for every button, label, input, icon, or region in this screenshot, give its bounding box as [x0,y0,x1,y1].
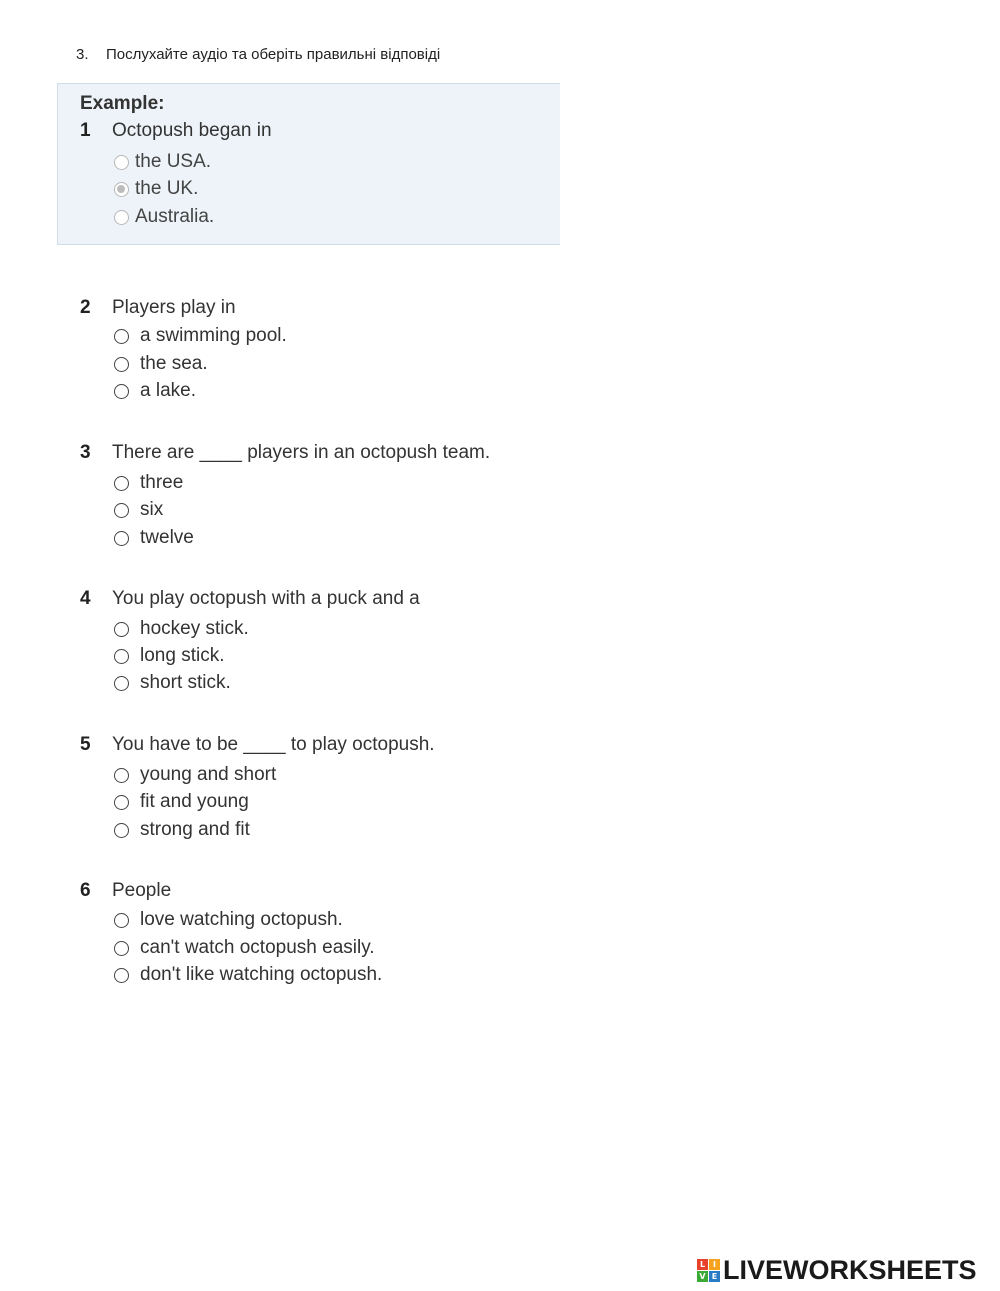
question-text: You play octopush with a puck and a [112,588,420,609]
question-4-option-3[interactable] [114,672,231,694]
example-option-2 [114,178,198,200]
question-3 [80,442,490,464]
question-2-option-3[interactable] [114,380,196,402]
example-option-1 [114,151,211,173]
question-number: 6 [80,880,91,901]
question-4-option-1[interactable] [114,618,249,640]
radio-button[interactable] [114,941,129,956]
option-label: six [140,499,164,520]
question-2 [80,297,236,319]
question-5-option-1[interactable] [114,764,276,786]
logo-tile-i: I [709,1259,720,1270]
option-label: Australia. [135,206,215,227]
question-5-option-3[interactable] [114,819,250,841]
option-label: hockey stick. [140,618,249,639]
option-label: twelve [140,527,194,548]
question-2-option-2[interactable] [114,353,208,375]
question-text: There are ____ players in an octopush team. [112,442,491,463]
question-text: People [112,880,172,901]
question-5 [80,734,435,756]
question-3-option-3[interactable] [114,527,194,549]
question-number: 1 [80,120,91,141]
task-instruction-text: Послухайте аудіо та оберіть правильні відповіді [106,46,441,63]
option-label: don't like watching octopush. [140,964,383,985]
question-number: 4 [80,588,91,609]
question-text: Octopush began in [112,120,272,141]
radio-button[interactable] [114,676,129,691]
radio-button[interactable] [114,384,129,399]
radio-button [114,155,129,170]
task-number: 3. [76,46,89,63]
radio-button[interactable] [114,823,129,838]
logo-tile-e: E [709,1271,720,1282]
example-option-3 [114,206,214,228]
question-number: 2 [80,297,91,318]
option-label: fit and young [140,791,249,812]
option-label: the USA. [135,151,212,172]
question-text: Players play in [112,297,236,318]
question-4-option-2[interactable] [114,645,224,667]
liveworksheets-logo [697,1255,977,1286]
option-label: love watching octopush. [140,909,343,930]
question-6 [80,880,171,902]
example-question [80,120,272,142]
radio-button[interactable] [114,968,129,983]
logo-text: LIVEWORKSHEETS [723,1255,977,1285]
option-label: young and short [140,764,277,785]
option-label: a swimming pool. [140,325,287,346]
question-number: 3 [80,442,91,463]
question-3-option-1[interactable] [114,472,183,494]
question-6-option-2[interactable] [114,937,375,959]
radio-button[interactable] [114,476,129,491]
radio-button[interactable] [114,329,129,344]
logo-tile-l: L [697,1259,708,1270]
radio-button-selected [114,182,129,197]
radio-button[interactable] [114,913,129,928]
radio-button[interactable] [114,795,129,810]
option-label: the UK. [135,178,199,199]
option-label: strong and fit [140,819,250,840]
question-number: 5 [80,734,91,755]
question-3-option-2[interactable] [114,499,163,521]
option-label: short stick. [140,672,231,693]
radio-button[interactable] [114,768,129,783]
option-label: a lake. [140,380,196,401]
radio-button[interactable] [114,531,129,546]
logo-icon [697,1259,720,1282]
question-6-option-1[interactable] [114,909,343,931]
question-4 [80,588,420,610]
question-6-option-3[interactable] [114,964,382,986]
example-label: Example: [80,93,165,114]
radio-button[interactable] [114,649,129,664]
radio-button [114,210,129,225]
question-5-option-2[interactable] [114,791,249,813]
option-label: the sea. [140,353,208,374]
option-label: long stick. [140,645,225,666]
radio-button[interactable] [114,357,129,372]
question-2-option-1[interactable] [114,325,287,347]
option-label: can't watch octopush easily. [140,937,375,958]
radio-button[interactable] [114,622,129,637]
radio-button[interactable] [114,503,129,518]
question-text: You have to be ____ to play octopush. [112,734,435,755]
option-label: three [140,472,184,493]
task-instruction [76,46,440,63]
logo-tile-v: V [697,1271,708,1282]
